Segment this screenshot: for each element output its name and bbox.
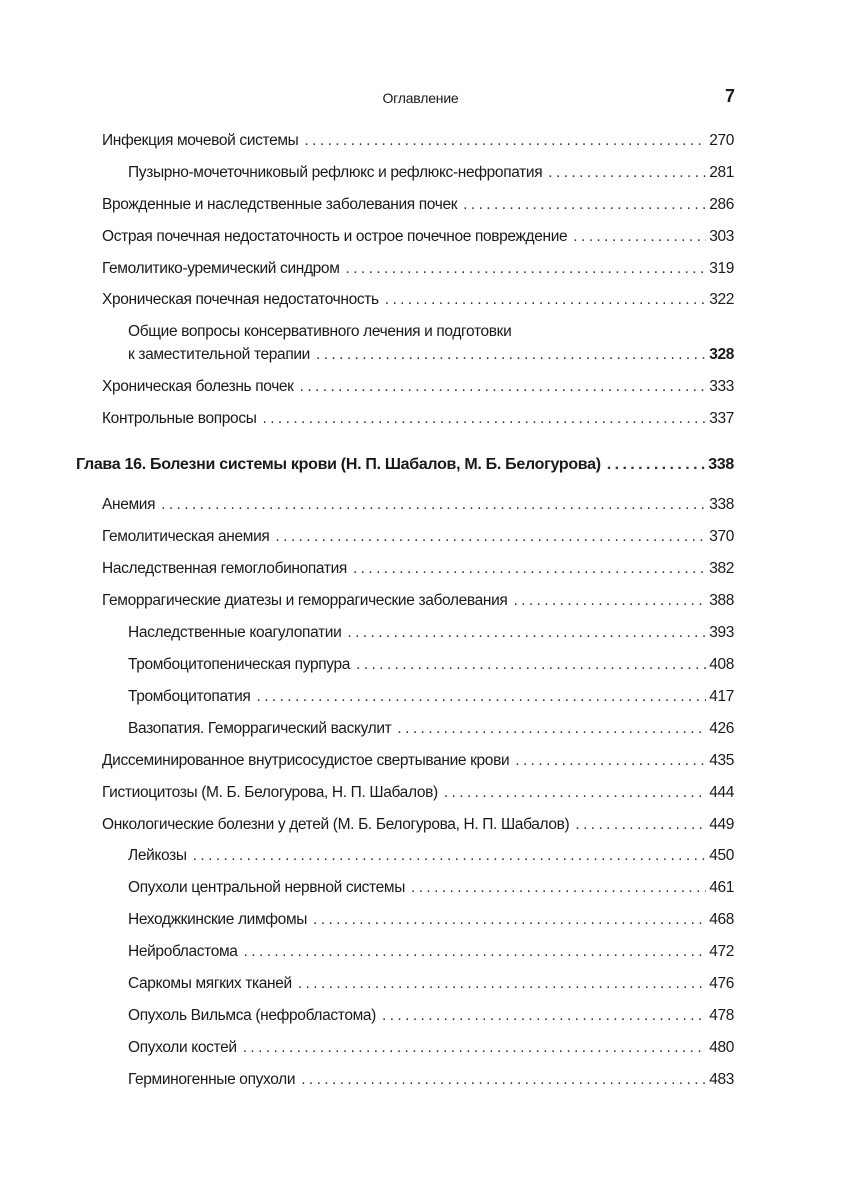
toc-entry[interactable] bbox=[102, 227, 734, 247]
toc-entry[interactable] bbox=[102, 815, 734, 835]
toc-entry-page: 338 bbox=[709, 496, 734, 513]
toc-entry-page: 449 bbox=[709, 816, 734, 833]
toc-entry-title: Гемолитическая анемия bbox=[102, 528, 270, 545]
dot-leader bbox=[347, 623, 706, 643]
toc-entry-title: Опухоли центральной нервной системы bbox=[128, 879, 405, 896]
toc-entry-title: Анемия bbox=[102, 496, 156, 513]
toc-entry-title: Пузырно-мочеточниковый рефлюкс и рефлюкс-нефропатия bbox=[128, 164, 543, 181]
dot-leader bbox=[463, 195, 706, 215]
toc-entry[interactable] bbox=[102, 591, 734, 611]
toc-entry-page: 337 bbox=[709, 410, 734, 427]
dot-leader bbox=[575, 815, 706, 835]
toc-entry[interactable] bbox=[128, 1038, 734, 1058]
dot-leader bbox=[515, 751, 706, 771]
toc-entry-page: 281 bbox=[709, 164, 734, 181]
toc-entry-title: Онкологические болезни у детей (М. Б. Белогурова, Н. П. Шабалов) bbox=[102, 816, 570, 833]
toc-entry-title: Неходжкинские лимфомы bbox=[128, 911, 308, 928]
toc-entry-page: 303 bbox=[709, 228, 734, 245]
toc-entry-page: 444 bbox=[709, 784, 734, 801]
dot-leader bbox=[275, 527, 706, 547]
toc-entry-title: Тромбоцитопатия bbox=[128, 688, 251, 705]
page-number: 7 bbox=[724, 86, 735, 106]
dot-leader bbox=[411, 878, 706, 898]
toc-entry[interactable] bbox=[102, 559, 734, 579]
toc-entry-title: Вазопатия. Геморрагический васкулит bbox=[128, 720, 392, 737]
dot-leader bbox=[382, 1006, 706, 1026]
dot-leader bbox=[346, 259, 707, 279]
toc-entry-title: Контрольные вопросы bbox=[102, 410, 257, 427]
toc-entry[interactable] bbox=[128, 719, 734, 739]
toc-entry-title: Саркомы мягких тканей bbox=[128, 975, 292, 992]
toc-entry[interactable] bbox=[102, 751, 734, 771]
toc-entry-page: 450 bbox=[709, 847, 734, 864]
toc-entry[interactable] bbox=[128, 974, 734, 994]
toc-entry-page: 333 bbox=[709, 378, 734, 395]
dot-leader bbox=[300, 377, 707, 397]
chapter-page: 338 bbox=[708, 456, 734, 473]
toc-entry[interactable] bbox=[128, 345, 734, 365]
running-title: Оглавление bbox=[382, 90, 459, 106]
dot-leader bbox=[356, 655, 706, 675]
toc-entry-title: Врожденные и наследственные заболевания почек bbox=[102, 196, 458, 213]
toc-entry-title: Наследственная гемоглобинопатия bbox=[102, 560, 347, 577]
dot-leader bbox=[313, 910, 706, 930]
toc-entry[interactable] bbox=[102, 290, 734, 310]
toc-entry[interactable] bbox=[128, 942, 734, 962]
toc-entry-title: Геморрагические диатезы и геморрагические заболевания bbox=[102, 592, 508, 609]
toc-entry-title: Нейробластома bbox=[128, 943, 238, 960]
dot-leader bbox=[256, 687, 706, 707]
toc-entry[interactable] bbox=[128, 163, 734, 183]
toc-entry-page: 322 bbox=[709, 291, 734, 308]
toc-entry-page: 393 bbox=[709, 624, 734, 641]
dot-leader bbox=[304, 131, 706, 151]
toc-entry-page: 382 bbox=[709, 560, 734, 577]
toc-entry-page: 328 bbox=[709, 346, 734, 363]
dot-leader bbox=[513, 591, 706, 611]
toc-entry-title: Опухоли костей bbox=[128, 1039, 237, 1056]
toc-entry[interactable] bbox=[128, 1070, 734, 1090]
toc-entry[interactable] bbox=[128, 623, 734, 643]
dot-leader bbox=[385, 290, 706, 310]
toc-entry-title: Гистиоцитозы (М. Б. Белогурова, Н. П. Шабалов) bbox=[102, 784, 438, 801]
toc-entry-title: Гемолитико-уремический синдром bbox=[102, 260, 340, 277]
toc-entry-title: Герминогенные опухоли bbox=[128, 1071, 296, 1088]
toc-entry[interactable] bbox=[128, 910, 734, 930]
toc-entry[interactable] bbox=[102, 495, 734, 515]
dot-leader bbox=[316, 345, 706, 365]
dot-leader bbox=[573, 227, 706, 247]
toc-entry-page: 483 bbox=[709, 1071, 734, 1088]
dot-leader bbox=[397, 719, 706, 739]
toc-entry-title: Тромбоцитопеническая пурпура bbox=[128, 656, 351, 673]
toc-entry-page: 388 bbox=[709, 592, 734, 609]
toc-entry[interactable] bbox=[102, 131, 734, 151]
toc-entry-page: 426 bbox=[709, 720, 734, 737]
toc-entry-title: Инфекция мочевой системы bbox=[102, 132, 299, 149]
dot-leader bbox=[301, 1070, 706, 1090]
dot-leader bbox=[444, 783, 706, 803]
toc-entry-page: 319 bbox=[709, 260, 734, 277]
toc-entry[interactable] bbox=[128, 1006, 734, 1026]
dot-leader bbox=[548, 163, 706, 183]
dot-leader bbox=[244, 942, 707, 962]
chapter-title: Глава 16. Болезни системы крови (Н. П. Шабалов, М. Б. Белогурова) bbox=[76, 456, 601, 473]
toc-entry-title: Хроническая болезнь почек bbox=[102, 378, 294, 395]
toc-chapter-entry[interactable] bbox=[76, 455, 734, 475]
toc-entry[interactable] bbox=[102, 527, 734, 547]
toc-entry[interactable] bbox=[102, 409, 734, 429]
toc-entry-title: к заместительной терапии bbox=[128, 346, 310, 363]
dot-leader bbox=[243, 1038, 706, 1058]
toc-entry-page: 472 bbox=[709, 943, 734, 960]
toc-entry-page: 476 bbox=[709, 975, 734, 992]
toc-entry-title: Острая почечная недостаточность и острое почечное повреждение bbox=[102, 228, 568, 245]
toc-entry-page: 408 bbox=[709, 656, 734, 673]
toc-entry-page: 286 bbox=[709, 196, 734, 213]
dot-leader bbox=[263, 409, 707, 429]
toc-entry-title-line1: Общие вопросы консервативного лечения и подготовки bbox=[128, 323, 512, 340]
toc-entry[interactable] bbox=[128, 655, 734, 675]
toc-entry[interactable] bbox=[128, 878, 734, 898]
toc-entry-page: 461 bbox=[709, 879, 734, 896]
toc-entry[interactable] bbox=[102, 259, 734, 279]
dot-leader bbox=[353, 559, 706, 579]
toc-entry-page: 480 bbox=[709, 1039, 734, 1056]
toc-entry-title: Диссеминированное внутрисосудистое свертывание крови bbox=[102, 752, 510, 769]
toc-entry[interactable] bbox=[102, 377, 734, 397]
toc-entry[interactable] bbox=[128, 687, 734, 707]
toc-entry-page: 270 bbox=[709, 132, 734, 149]
toc-entry-title: Хроническая почечная недостаточность bbox=[102, 291, 379, 308]
toc-entry[interactable] bbox=[102, 195, 734, 215]
toc-entry-page: 370 bbox=[709, 528, 734, 545]
dot-leader bbox=[298, 974, 706, 994]
dot-leader bbox=[607, 455, 705, 475]
toc-entry-page: 468 bbox=[709, 911, 734, 928]
toc-entry-title: Опухоль Вильмса (нефробластома) bbox=[128, 1007, 376, 1024]
dot-leader bbox=[161, 495, 706, 515]
toc-entry-page: 435 bbox=[709, 752, 734, 769]
toc-entry-title: Лейкозы bbox=[128, 847, 187, 864]
toc-entry-page: 478 bbox=[709, 1007, 734, 1024]
toc-entry[interactable] bbox=[128, 846, 734, 866]
dot-leader bbox=[193, 846, 707, 866]
toc-entry-title: Наследственные коагулопатии bbox=[128, 624, 342, 641]
toc-entry[interactable] bbox=[102, 783, 734, 803]
toc-entry-page: 417 bbox=[709, 688, 734, 705]
